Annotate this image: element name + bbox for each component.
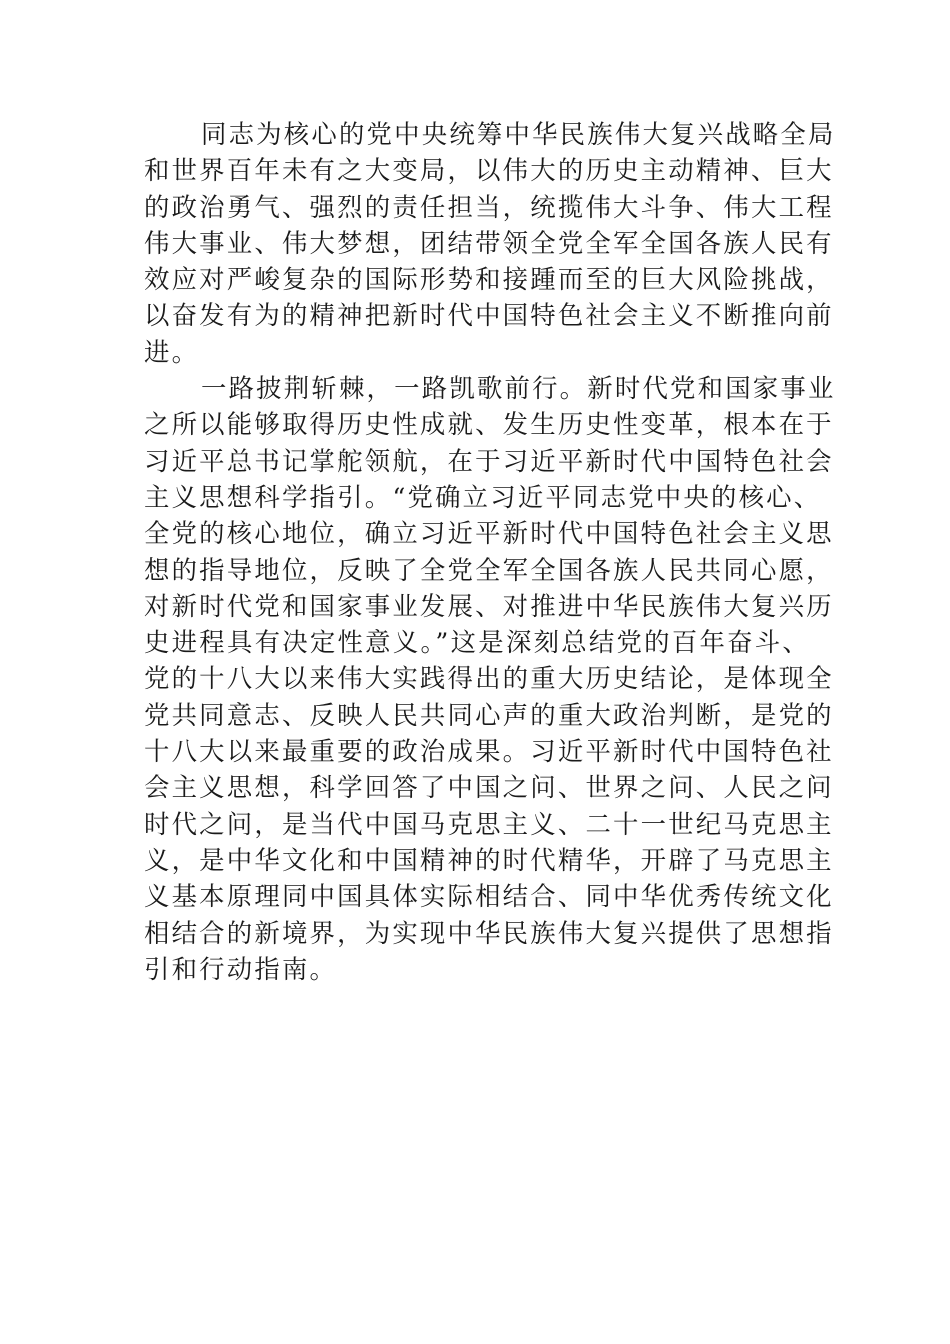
paragraph-1 xyxy=(144,116,836,370)
paragraph-line: 党共同意志、反映人民共同心声的重大政治判断，是党的 xyxy=(144,699,834,730)
paragraph-line: 效应对严峻复杂的国际形势和接踵而至的巨大风险挑战， xyxy=(144,264,834,295)
paragraph-line: 党的十八大以来伟大实践得出的重大历史结论，是体现全 xyxy=(144,663,834,694)
paragraph-line: 时代之问，是当代中国马克思主义、二十一世纪马克思主 xyxy=(144,808,834,839)
paragraph-line: 和世界百年未有之大变局，以伟大的历史主动精神、巨大 xyxy=(144,155,834,186)
paragraph-line: 义基本原理同中国具体实际相结合、同中华优秀传统文化 xyxy=(144,881,834,912)
paragraph-line: 义，是中华文化和中国精神的时代精华，开辟了马克思主 xyxy=(144,844,834,875)
paragraph-2 xyxy=(144,370,836,987)
paragraph-line: 同志为核心的党中央统筹中华民族伟大复兴战略全局 xyxy=(201,119,836,149)
paragraph-line: 引和行动指南。 xyxy=(144,953,338,984)
paragraph-line: 以奋发有为的精神把新时代中国特色社会主义不断推向前 xyxy=(144,300,834,331)
paragraph-line: 进。 xyxy=(144,336,200,367)
paragraph-line: 的政治勇气、强烈的责任担当，统揽伟大斗争、伟大工程 xyxy=(144,191,834,222)
paragraph-line: 一路披荆斩棘，一路凯歌前行。新时代党和国家事业 xyxy=(201,373,836,404)
paragraph-line: 史进程具有决定性意义。”这是深刻总结党的百年奋斗、 xyxy=(144,627,810,658)
document-body xyxy=(144,116,836,987)
paragraph-line: 之所以能够取得历史性成就、发生历史性变革，根本在于 xyxy=(144,409,834,440)
paragraph-line: 对新时代党和国家事业发展、对推进中华民族伟大复兴历 xyxy=(144,590,834,621)
paragraph-line: 习近平总书记掌舵领航，在于习近平新时代中国特色社会 xyxy=(144,445,834,476)
paragraph-line: 十八大以来最重要的政治成果。习近平新时代中国特色社 xyxy=(144,736,834,767)
paragraph-line: 伟大事业、伟大梦想，团结带领全党全军全国各族人民有 xyxy=(144,227,834,258)
paragraph-line: 全党的核心地位，确立习近平新时代中国特色社会主义思 xyxy=(144,518,834,549)
paragraph-line: 想的指导地位，反映了全党全军全国各族人民共同心愿， xyxy=(144,554,834,585)
paragraph-line: 主义思想科学指引。“党确立习近平同志党中央的核心、 xyxy=(144,481,822,512)
paragraph-line: 相结合的新境界，为实现中华民族伟大复兴提供了思想指 xyxy=(144,917,834,948)
paragraph-line: 会主义思想，科学回答了中国之问、世界之问、人民之问 xyxy=(144,772,834,803)
